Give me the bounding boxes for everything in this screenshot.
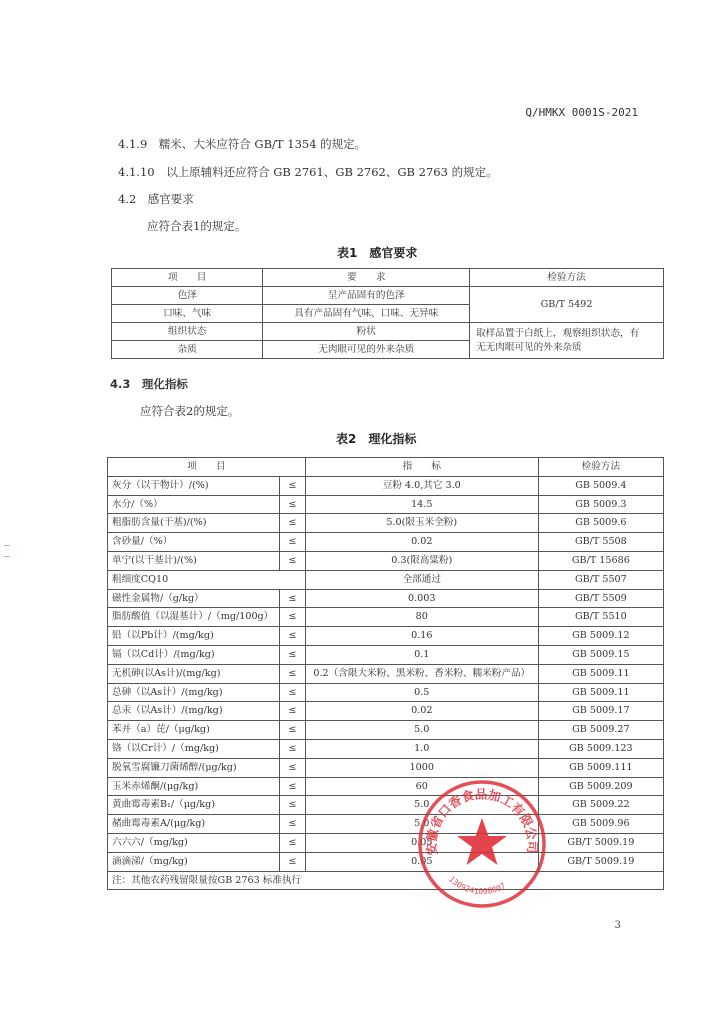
cell-method: GB/T 15686 [538, 551, 663, 570]
cell-operator: ≤ [279, 815, 305, 834]
cell-limit: 80 [305, 608, 538, 627]
header-method: 检验方法 [538, 458, 663, 477]
cell-method: GB 5009.123 [538, 739, 663, 758]
cell-method: GB 5009.6 [538, 514, 663, 533]
cell-limit: 5.0 [305, 721, 538, 740]
cell-operator: ≤ [279, 758, 305, 777]
cell-method: GB 5009.17 [538, 702, 663, 721]
cell-operator: ≤ [279, 495, 305, 514]
cell-item: 灰分（以干物计）/(%) [108, 476, 280, 495]
cell-item: 滴滴涕/（mg/kg) [108, 852, 280, 871]
table1-caption: 表1 感官要求 [337, 246, 418, 260]
table-note-row [108, 871, 664, 890]
cell-item: 总砷（以As计）/(mg/kg) [108, 683, 280, 702]
cell-operator: ≤ [279, 833, 305, 852]
header-limit: 指 标 [305, 458, 538, 477]
cell-method: GB 5009.209 [538, 777, 663, 796]
table-row [108, 683, 664, 702]
cell-item: 磁性金属物/（g/kg） [108, 589, 280, 608]
cell-requirement: 粉状 [263, 323, 470, 341]
cell-operator: ≤ [279, 739, 305, 758]
cell-method: GB 5009.15 [538, 645, 663, 664]
table-header-row [108, 458, 664, 477]
cell-item: 含砂量/（%） [108, 533, 280, 552]
cell-method: GB/T 5492 [470, 287, 664, 323]
cell-operator: ≤ [279, 796, 305, 815]
table-row [108, 645, 664, 664]
header-requirement: 要 求 [263, 269, 470, 287]
cell-limit: 5.0 [305, 815, 538, 834]
table-row [108, 815, 664, 834]
cell-item: 粗脂肪含量(干基)/(%) [108, 514, 280, 533]
table-row [108, 551, 664, 570]
cell-item: 口味、气味 [112, 305, 263, 323]
section-4-3-body: 应符合表2的规定。 [140, 404, 240, 418]
cell-method-visual [470, 323, 664, 359]
cell-limit: 5.0(限玉米全粉) [305, 514, 538, 533]
cell-operator: ≤ [279, 777, 305, 796]
cell-limit: 5.0 [305, 796, 538, 815]
table-row [108, 758, 664, 777]
cell-item: 组织状态 [112, 323, 263, 341]
cell-item: 水分/（%） [108, 495, 280, 514]
table-row [108, 739, 664, 758]
table-row [108, 777, 664, 796]
cell-item: 单宁(以干基计)/(%) [108, 551, 280, 570]
table-row [108, 533, 664, 552]
clause-4-1-9: 4.1.9 糯米、大米应符合 GB/T 1354 的规定。 [118, 137, 367, 151]
cell-operator: ≤ [279, 664, 305, 683]
table-row [108, 476, 664, 495]
company-seal [416, 778, 548, 910]
table-row [108, 627, 664, 646]
cell-method: GB/T 5507 [538, 570, 663, 589]
table-header-row [112, 269, 664, 287]
cell-item: 杂质 [112, 341, 263, 359]
cell-method: GB 5009.11 [538, 664, 663, 683]
cell-limit: 0.16 [305, 627, 538, 646]
table-row [108, 495, 664, 514]
cell-limit: 0.02 [305, 702, 538, 721]
cell-item: 脂肪酸值（以湿基计）/（mg/100g） [108, 608, 280, 627]
cell-method: GB 5009.111 [538, 758, 663, 777]
cell-limit: 0.05 [305, 852, 538, 871]
cell-limit: 0.2（含限大米粉、黑米粉、香米粉、糯米粉产品） [305, 664, 538, 683]
sensory-requirements-table [111, 268, 664, 359]
cell-item: 无机砷(以As计)/(mg/kg) [108, 664, 280, 683]
cell-limit: 60 [305, 777, 538, 796]
cell-item: 粗细度CQ10 [108, 570, 306, 589]
cell-item: 六六六/（mg/kg) [108, 833, 280, 852]
header-item: 项 目 [108, 458, 306, 477]
cell-item: 铬（以Cr计）/（mg/kg) [108, 739, 280, 758]
cell-limit: 0.1 [305, 645, 538, 664]
cell-item: 赭曲霉毒素A/(μg/kg) [108, 815, 280, 834]
cell-method: GB 5009.3 [538, 495, 663, 514]
cell-limit: 1.0 [305, 739, 538, 758]
svg-text:1309241008807: 1309241008807 [447, 874, 508, 897]
cell-limit: 14.5 [305, 495, 538, 514]
table-row [108, 721, 664, 740]
margin-mark [4, 545, 10, 557]
table-row [108, 664, 664, 683]
physicochemical-table [107, 457, 664, 890]
header-item: 项 目 [112, 269, 263, 287]
document-id: Q/HMKX 0001S-2021 [525, 106, 638, 119]
cell-method: GB 5009.11 [538, 683, 663, 702]
method-line-2: 无无肉眼可见的外来杂质 [476, 341, 582, 353]
table-row [108, 852, 664, 871]
cell-method: GB/T 5009.19 [538, 833, 663, 852]
cell-operator: ≤ [279, 683, 305, 702]
section-4-3-heading: 4.3 理化指标 [110, 377, 188, 391]
cell-operator: ≤ [279, 608, 305, 627]
header-method: 检验方法 [470, 269, 664, 287]
cell-requirement: 无肉眼可见的外来杂质 [263, 341, 470, 359]
cell-operator: ≤ [279, 852, 305, 871]
table-row [108, 589, 664, 608]
cell-operator: ≤ [279, 702, 305, 721]
table-row [108, 796, 664, 815]
section-4-2-heading: 4.2 感官要求 [118, 192, 194, 206]
seal-star-icon [457, 818, 507, 865]
cell-method: GB/T 5009.19 [538, 852, 663, 871]
svg-text:安徽省口香食品加工有限公司: 安徽省口香食品加工有限公司 [423, 786, 541, 856]
cell-method: GB 5009.22 [538, 796, 663, 815]
cell-limit: 0.3(限高粱粉) [305, 551, 538, 570]
cell-requirement: 呈产品固有的色泽 [263, 287, 470, 305]
cell-method: GB/T 5510 [538, 608, 663, 627]
clause-4-1-10: 4.1.10 以上原辅料还应符合 GB 2761、GB 2762、GB 2763 的规定。 [118, 165, 498, 179]
cell-method: GB/T 5509 [538, 589, 663, 608]
cell-item: 黄曲霉毒素B₁/（μg/kg) [108, 796, 280, 815]
table-note: 注：其他农药残留限量按GB 2763 标准执行 [108, 871, 664, 890]
table2-caption: 表2 理化指标 [336, 432, 417, 446]
cell-method: GB 5009.96 [538, 815, 663, 834]
cell-limit: 豆粉 4.0,其它 3.0 [305, 476, 538, 495]
cell-item: 镉（以Cd计）/(mg/kg) [108, 645, 280, 664]
cell-operator: ≤ [279, 476, 305, 495]
table-row [108, 833, 664, 852]
cell-limit: 0.003 [305, 589, 538, 608]
cell-limit: 0.02 [305, 533, 538, 552]
table-row [108, 702, 664, 721]
cell-operator: ≤ [279, 627, 305, 646]
cell-operator: ≤ [279, 514, 305, 533]
cell-operator: ≤ [279, 551, 305, 570]
cell-limit: 1000 [305, 758, 538, 777]
table-row [108, 570, 664, 589]
cell-limit: 全部通过 [305, 570, 538, 589]
table-row [112, 323, 664, 341]
cell-operator: ≤ [279, 721, 305, 740]
cell-item: 玉米赤烯酮/(μg/kg) [108, 777, 280, 796]
cell-method: GB 5009.27 [538, 721, 663, 740]
table-row [112, 287, 664, 305]
method-line-1: 取样品置于白纸上，观察组织状态，有 [476, 327, 640, 339]
cell-item: 色泽 [112, 287, 263, 305]
cell-item: 总汞（以As计）/(mg/kg) [108, 702, 280, 721]
page-number: 3 [614, 920, 621, 931]
cell-operator: ≤ [279, 589, 305, 608]
cell-method: GB 5009.4 [538, 476, 663, 495]
table-row [108, 608, 664, 627]
cell-method: GB 5009.12 [538, 627, 663, 646]
cell-item: 铅（以Pb计）/(mg/kg) [108, 627, 280, 646]
cell-item: 苯并（a）芘/（μg/kg) [108, 721, 280, 740]
cell-operator: ≤ [279, 533, 305, 552]
cell-item: 脱氧雪腐镰刀菌烯醇/(μg/kg) [108, 758, 280, 777]
cell-limit: 0.5 [305, 683, 538, 702]
section-4-2-body: 应符合表1的规定。 [147, 219, 247, 233]
cell-method: GB/T 5508 [538, 533, 663, 552]
cell-operator: ≤ [279, 645, 305, 664]
cell-requirement: 具有产品固有气味、口味、无异味 [263, 305, 470, 323]
cell-limit: 0.05 [305, 833, 538, 852]
table-row [108, 514, 664, 533]
